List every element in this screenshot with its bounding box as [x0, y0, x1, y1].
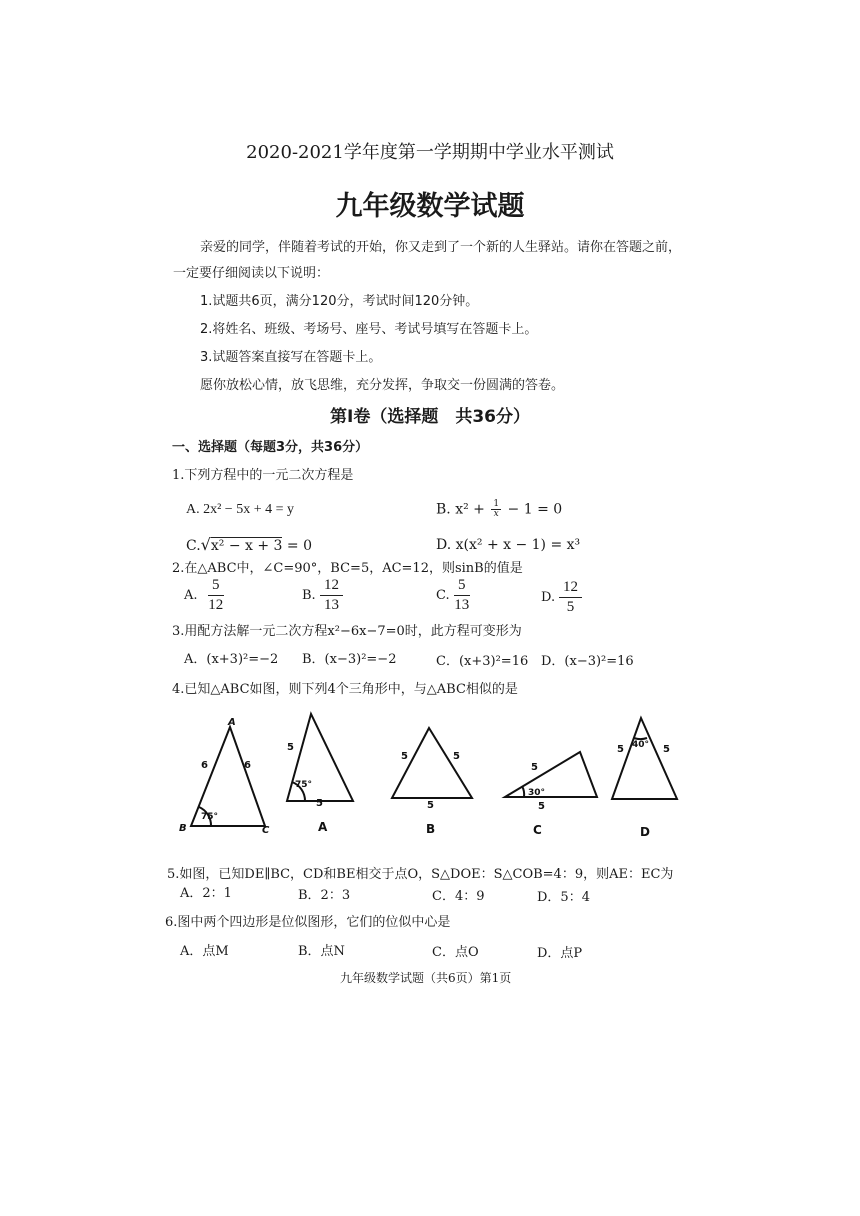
option-d-side-right: 5: [663, 744, 670, 755]
question-2-stem: 2.在△ABC中，∠C=90°，BC=5，AC=12，则sinB的值是: [172, 561, 523, 576]
rule-1: 1.试题共6页，满分120分，考试时间120分钟。: [200, 294, 479, 309]
caption-c: C: [533, 823, 542, 837]
q4-triangles-figure: [0, 700, 860, 850]
option-b-side-right: 5: [453, 751, 460, 762]
q6-option-d: D．点P: [537, 946, 583, 961]
q2-option-b-label: B.: [302, 588, 316, 603]
q5-option-c: C．4：9: [432, 889, 485, 904]
q1-c-prefix: C.: [186, 538, 201, 554]
exam-title: 九年级数学试题: [335, 191, 525, 222]
option-a-side-left: 5: [287, 742, 294, 753]
rule-2: 2.将姓名、班级、考场号、座号、考试号填写在答题卡上。: [200, 322, 538, 337]
q3-option-d: D．(x−3)²=16: [541, 654, 634, 669]
exam-header: 2020-2021学年度第一学期期中学业水平测试: [246, 142, 614, 163]
q1-b-fraction: [491, 500, 501, 519]
q2-option-d-label: D.: [541, 590, 556, 605]
question-6-stem: 6.图中两个四边形是位似图形，它们的位似中心是: [165, 915, 451, 930]
frac-den: 5: [566, 599, 575, 615]
page-footer: 九年级数学试题（共6页）第1页: [340, 971, 512, 985]
q3-option-a: A．(x+3)²=−2: [184, 652, 279, 667]
q1-option-b: [436, 500, 562, 519]
q1-c-radicand: x² − x + 3: [210, 538, 283, 554]
triangle-option-b: [392, 728, 472, 798]
option-d-angle: 40°: [632, 740, 650, 750]
rule-3: 3.试题答案直接写在答题卡上。: [200, 350, 382, 365]
vertex-b-label: B: [179, 823, 187, 834]
question-1-stem: 1.下列方程中的一元二次方程是: [172, 468, 354, 483]
q6-option-a: A．点M: [180, 944, 229, 959]
frac-den: 13: [454, 597, 470, 613]
main-angle-label: 75°: [201, 812, 219, 822]
frac-num: 5: [454, 576, 470, 596]
q2-option-d-fraction: [559, 578, 582, 617]
q2-option-c-fraction: [454, 576, 470, 615]
q5-option-b: B．2：3: [298, 888, 351, 903]
frac-num: 5: [208, 576, 224, 596]
intro-paragraph: 亲爱的同学，伴随着考试的开始，你又走到了一个新的人生驿站。请你在答题之前，: [200, 240, 682, 255]
q1-b-prefix: B. x² +: [436, 501, 485, 518]
section-title: 第Ⅰ卷（选择题 共36分）: [330, 407, 530, 427]
intro-paragraph-cont: 一定要仔细阅读以下说明：: [173, 266, 330, 281]
q1-c-suffix: = 0: [286, 538, 312, 554]
option-c-side-bottom: 5: [538, 801, 545, 812]
q6-option-b: B．点N: [298, 944, 345, 959]
triangle-option-d: [612, 718, 677, 799]
option-c-angle: 30°: [528, 788, 546, 798]
q1-b-suffix: − 1 = 0: [507, 501, 563, 518]
caption-d: D: [640, 825, 650, 839]
main-side-right: 6: [244, 760, 251, 771]
q1-option-c: [186, 535, 312, 554]
q5-option-a: A．2：1: [180, 886, 232, 901]
q3-option-b: B．(x−3)²=−2: [302, 652, 397, 667]
q2-option-a-fraction: [208, 576, 224, 615]
frac-num: 12: [559, 578, 582, 598]
option-b-side-left: 5: [401, 751, 408, 762]
option-c-side-top: 5: [531, 762, 538, 773]
question-4-stem: 4.已知△ABC如图，则下列4个三角形中，与△ABC相似的是: [172, 682, 518, 697]
part-heading: 一、选择题（每题3分，共36分）: [172, 440, 369, 455]
q3-option-c: C．(x+3)²=16: [436, 654, 529, 669]
option-a-side-bottom: 5: [316, 798, 323, 809]
q1-b-frac-den: x: [493, 509, 499, 519]
q5-option-d: D．5：4: [537, 890, 590, 905]
frac-den: 12: [208, 597, 224, 613]
q2-option-c-label: C.: [436, 588, 450, 603]
wish-text: 愿你放松心情，放飞思维，充分发挥，争取交一份圆满的答卷。: [200, 378, 565, 393]
angle-d-arc: [634, 738, 647, 739]
angle-c-arc: [522, 786, 524, 797]
option-a-angle: 75°: [295, 780, 313, 790]
frac-den: 13: [324, 597, 339, 613]
vertex-c-label: C: [262, 825, 270, 836]
q1-option-a: A. 2x² − 5x + 4 = y: [186, 502, 294, 517]
option-b-side-bottom: 5: [427, 800, 434, 811]
frac-num: 12: [320, 576, 343, 596]
q6-option-c: C．点O: [432, 945, 479, 960]
q2-option-a-label: A.: [184, 588, 198, 603]
q2-option-b-fraction: [320, 576, 343, 615]
vertex-a-label: A: [228, 717, 236, 728]
q1-b-frac-num: 1: [493, 499, 500, 509]
main-side-left: 6: [201, 760, 208, 771]
q1-option-d: D. x(x² + x − 1) = x³: [436, 537, 581, 553]
triangle-option-c: [505, 752, 597, 797]
sqrt-symbol: √: [200, 535, 211, 554]
question-3-stem: 3.用配方法解一元二次方程x²−6x−7=0时，此方程可变形为: [172, 624, 522, 639]
caption-b: B: [426, 822, 436, 836]
question-5-stem: 5.如图，已知DE∥BC，CD和BE相交于点O，S△DOE：S△COB=4：9，则AE：EC为: [167, 867, 674, 882]
option-d-side-left: 5: [617, 744, 624, 755]
caption-a: A: [318, 820, 328, 834]
